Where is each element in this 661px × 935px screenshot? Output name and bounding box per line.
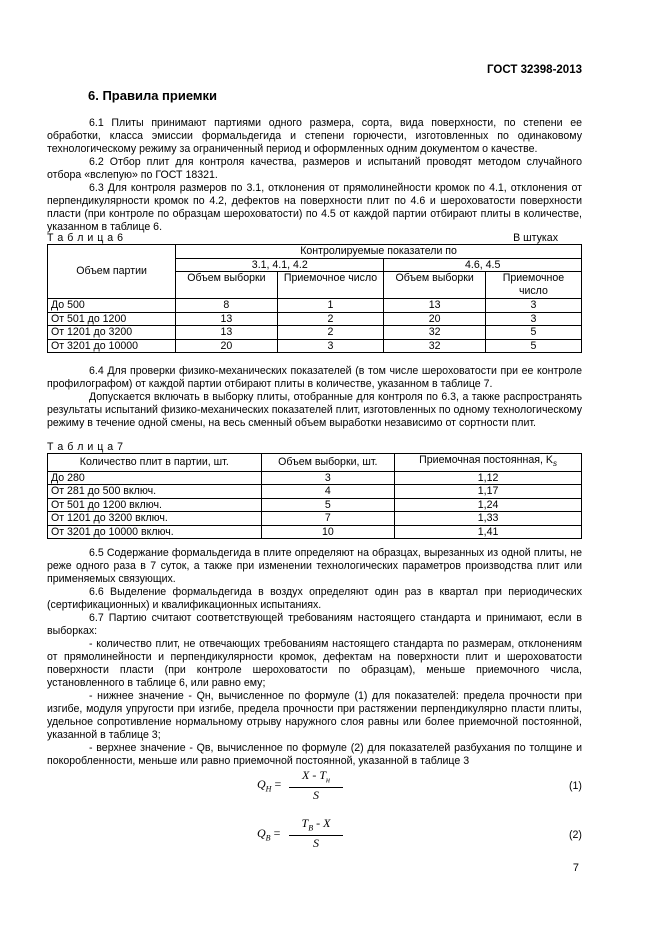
formula-1-number: (1) (569, 780, 582, 792)
table-cell: 5 (261, 498, 395, 512)
table-6-unit: В штуках (513, 232, 558, 244)
table-cell: 20 (176, 339, 277, 353)
table-6-caption: Т а б л и ц а 6 (47, 232, 124, 244)
table-6-header-group: Контролируемые показатели по (176, 245, 582, 259)
paragraph-6-6: 6.6 Выделение формальдегида в воздух определяют один раз в квартал при периодических (сертификационных) и квалификационных испытаниях. (47, 586, 582, 611)
formula-1 (0, 768, 661, 804)
table-cell: От 3201 до 10000 включ. (48, 525, 262, 539)
list-item: - нижнее значение - Qн, вычисленное по формуле (1) для показателей: предела прочности при изгибе, модуля упругости при изгибе, предела прочности при растяжении перпендикулярно пласти плиты, удельное сопротивление нормальному отрыву наружного слоя равны или более приемочной постоянной, указанной в таблице 3; (47, 690, 582, 741)
table-7-caption: Т а б л и ц а 7 (47, 441, 124, 453)
table-7-block (47, 441, 582, 539)
table-6-header-lot: Объем партии (48, 245, 176, 299)
table-cell: От 1201 до 3200 (48, 326, 176, 340)
paragraph-6-5: 6.5 Содержание формальдегида в плите определяют на образцах, вырезанных из одной плиты, не реже одного раза в 7 суток, а также при изменении технологических параметров производства плит или применяемых связующих. (47, 547, 582, 585)
table-cell: 13 (176, 312, 277, 326)
table-cell: 1,41 (395, 525, 582, 539)
table-6-subheader-b: 4.6, 4.5 (384, 258, 582, 272)
table-cell: 1,24 (395, 498, 582, 512)
table-cell: 2 (277, 326, 384, 340)
table-cell: От 3201 до 10000 (48, 339, 176, 353)
table-cell: От 1201 до 3200 включ. (48, 512, 262, 526)
table-6-header-sample-a: Объем выборки (176, 272, 277, 299)
formula-2-lhs: $Q_B$ = (257, 826, 281, 843)
table-cell: 3 (485, 312, 581, 326)
table-cell: От 501 до 1200 включ. (48, 498, 262, 512)
document-header: ГОСТ 32398-2013 (487, 64, 582, 76)
table-cell: От 501 до 1200 (48, 312, 176, 326)
formula-1-lhs: $Q_H$ = (257, 777, 282, 794)
table-cell: 1,33 (395, 512, 582, 526)
table-cell: 5 (485, 326, 581, 340)
table-6-subheader-a: 3.1, 4.1, 4.2 (176, 258, 384, 272)
table-cell: 3 (261, 471, 395, 485)
list-item: - количество плит, не отвечающих требованиям настоящего стандарта по размерам, отклонениям от прямолинейности и перпендикулярности кромок, дефектам на поверхности плит и шероховатости поверхности пласти (при контроле шероховатости по образцам), меньше приемочного числа, установленного в таблице 6, или равно ему; (47, 638, 582, 689)
table-cell: 3 (277, 339, 384, 353)
table-6-block (47, 232, 582, 353)
formula-2 (0, 816, 661, 852)
table-6-header-accept-b: Приемочное число (485, 272, 581, 299)
table-6-header-sample-b: Объем выборки (384, 272, 485, 299)
table-cell: 2 (277, 312, 384, 326)
formula-2-denominator: S (313, 836, 319, 851)
table-7 (47, 453, 582, 539)
paragraph-block-3 (47, 547, 582, 768)
list-item: - верхнее значение - Qв, вычисленное по формуле (2) для показателей разбухания по толщине и покоробленности, меньше или равно приемочной постоянной, указанной в таблице 3 (47, 742, 582, 767)
table-6-header-accept-a: Приемочное число (277, 272, 384, 299)
formula-2-number: (2) (569, 829, 582, 841)
paragraph-6-7: 6.7 Партию считают соответствующей требованиям настоящего стандарта и принимают, если в выборках: (47, 612, 582, 637)
table-cell: 3 (485, 299, 581, 313)
paragraph-6-4: 6.4 Для проверки физико-механических показателей (в том числе шероховатости при ее контроле профилографом) от каждой партии отбирают плиты в количестве, указанном в таблице 7. (47, 365, 582, 390)
table-7-header-qty: Количество плит в партии, шт. (48, 454, 262, 472)
section-title: 6. Правила приемки (88, 88, 218, 103)
table-cell: 8 (176, 299, 277, 313)
formula-2-numerator: $T_B$ - X (289, 816, 343, 836)
paragraph-6-3: 6.3 Для контроля размеров по 3.1, отклонения от прямолинейности кромок по 4.1, отклонения от перпендикулярности кромок по 4.2, дефектов на поверхности плит по 4.6 и шероховатости поверхности пласти (при контроле по образцам шероховатости) по 4.5 от каждой партии отбирают плиты в количестве, указанном в таблице 6. (47, 182, 582, 233)
table-cell: 32 (384, 326, 485, 340)
table-cell: 10 (261, 525, 395, 539)
table-cell: 1,17 (395, 485, 582, 499)
paragraph-6-2: 6.2 Отбор плит для контроля качества, размеров и испытаний проводят методом случайного отбора «вслепую» по ГОСТ 18321. (47, 156, 582, 181)
table-cell: До 280 (48, 471, 262, 485)
table-cell: 32 (384, 339, 485, 353)
paragraph-block-1 (47, 117, 582, 234)
formula-1-denominator: S (313, 788, 319, 803)
table-cell: 1 (277, 299, 384, 313)
formula-1-fraction (289, 768, 343, 803)
table-7-header-sample: Объем выборки, шт. (261, 454, 395, 472)
table-6-caption-row (47, 232, 582, 244)
table-6 (47, 244, 582, 353)
formula-1-numerator: X - $T_н$ (289, 768, 343, 788)
table-cell: 5 (485, 339, 581, 353)
table-row (48, 471, 582, 485)
table-cell: До 500 (48, 299, 176, 313)
table-row (48, 485, 582, 499)
table-row (48, 312, 582, 326)
table-cell: От 281 до 500 включ. (48, 485, 262, 499)
table-cell: 7 (261, 512, 395, 526)
table-7-caption-row (47, 441, 582, 453)
paragraph-block-2 (47, 365, 582, 430)
table-row (48, 512, 582, 526)
table-row (48, 339, 582, 353)
table-7-header-const: Приемочная постоянная, $K_s$ (395, 454, 582, 472)
table-cell: 13 (384, 299, 485, 313)
paragraph-6-1: 6.1 Плиты принимают партиями одного размера, сорта, вида поверхности, по степени ее обработки, класса эмиссии формальдегида и степени горючести, изготовленных по одинаковому технологическому режиму за ограниченный период и оформленных одним документом о качестве. (47, 117, 582, 155)
table-row (48, 299, 582, 313)
table-cell: 4 (261, 485, 395, 499)
table-cell: 13 (176, 326, 277, 340)
table-row (48, 326, 582, 340)
table-row (48, 498, 582, 512)
paragraph-6-4-b: Допускается включать в выборку плиты, отобранные для контроля по 6.3, а также распространять результаты испытаний физико-механических показателей плит, изготовленных по одному технологическому режиму в течение одной смены, на весь сменный объем выработки независимо от сортности плит. (47, 391, 582, 429)
page-number: 7 (572, 862, 579, 874)
formula-2-fraction (289, 816, 343, 851)
table-row (48, 525, 582, 539)
table-cell: 20 (384, 312, 485, 326)
table-cell: 1,12 (395, 471, 582, 485)
